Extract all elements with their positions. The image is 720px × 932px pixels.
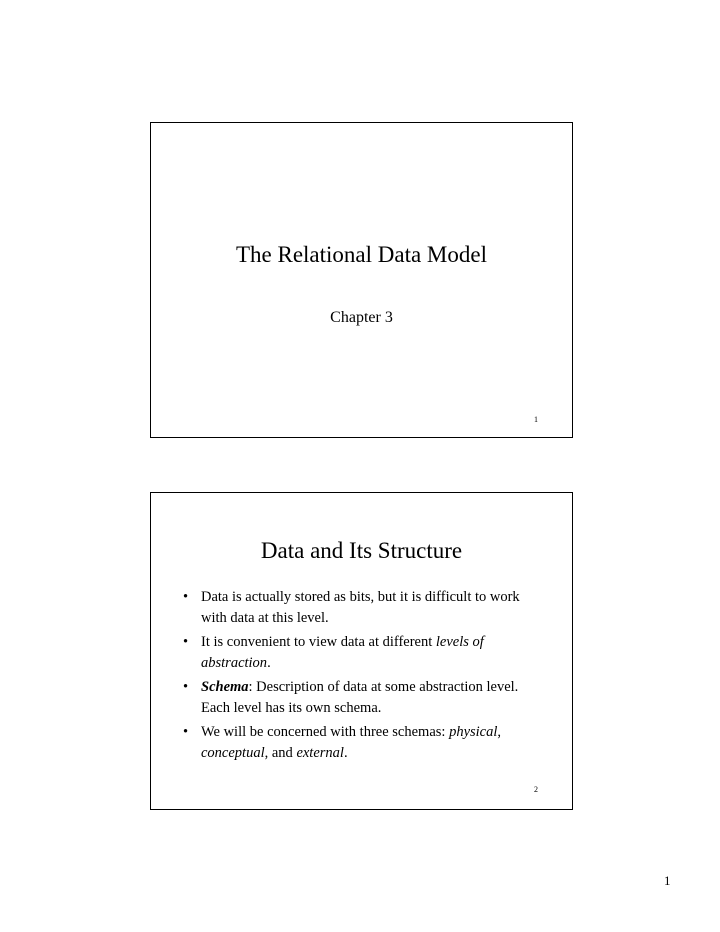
bullet-item — [183, 632, 543, 674]
bullet-item — [183, 722, 543, 764]
bullet-text: . — [343, 745, 348, 761]
emphasis-text: levels of abstraction — [201, 634, 484, 671]
slide-title: The Relational Data Model — [235, 242, 487, 267]
bullet-text: . — [267, 655, 271, 671]
slide-number: 2 — [534, 785, 538, 794]
bullet-text: : Description of data at some abstraction level. Each level has its own schema. — [201, 679, 519, 716]
term-text: Schema — [201, 679, 249, 695]
bullet-text: , — [497, 724, 502, 740]
slide-title: Data and Its Structure — [260, 538, 463, 563]
bullet-icon: • — [183, 679, 189, 695]
bullet-icon: • — [183, 634, 189, 650]
bullet-text: , and — [264, 745, 297, 761]
bullet-icon: • — [183, 724, 189, 740]
bullet-item — [183, 677, 543, 719]
bullet-text: We will be concerned with three schemas: — [201, 724, 450, 740]
bullet-list — [183, 587, 543, 767]
slide-2 — [150, 492, 573, 810]
slide-1 — [150, 122, 573, 438]
bullet-icon: • — [183, 589, 189, 605]
page-number: 1 — [664, 873, 671, 888]
emphasis-text: external — [296, 745, 344, 761]
slide-number: 1 — [534, 415, 538, 424]
bullet-item — [183, 587, 543, 629]
slide-subtitle: Chapter 3 — [330, 309, 393, 326]
emphasis-text: physical — [449, 724, 498, 740]
bullet-text: Data is actually stored as bits, but it is difficult to work with data at this level. — [201, 589, 520, 626]
bullet-text: It is convenient to view data at different — [201, 634, 436, 650]
emphasis-text: conceptual — [201, 745, 265, 761]
